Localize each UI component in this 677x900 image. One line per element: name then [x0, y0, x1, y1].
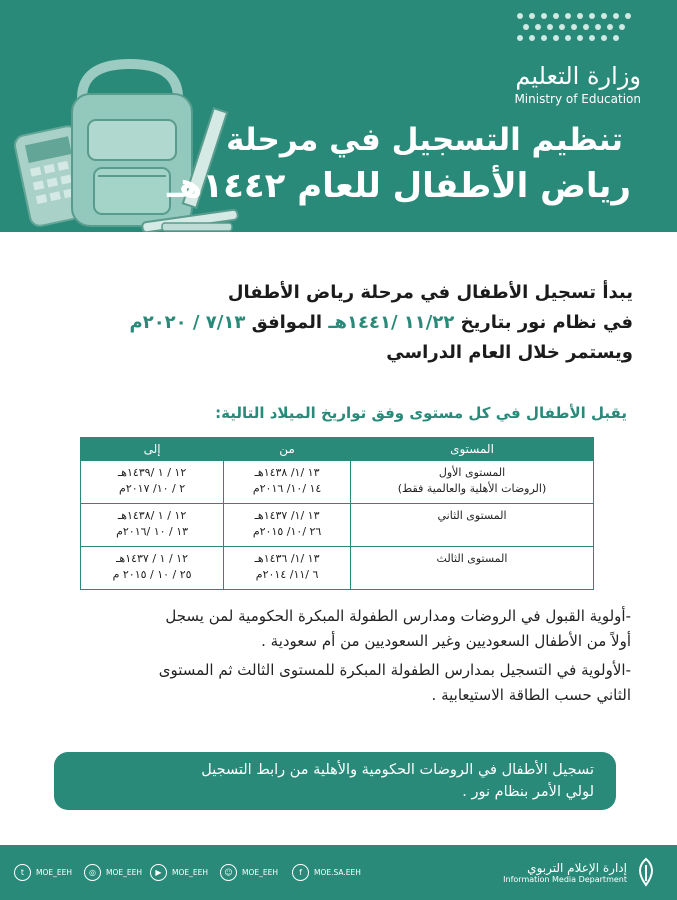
table-row: [81, 461, 594, 504]
from-cell: [224, 461, 351, 504]
department-logo-icon: [633, 857, 659, 887]
instagram-icon: ◎: [84, 864, 101, 881]
table-row: [81, 504, 594, 547]
department-name: [503, 861, 627, 884]
social-handle: MOE.SA.EEH: [314, 868, 361, 877]
footer-bar: [0, 845, 677, 900]
birthdate-table: [80, 437, 594, 590]
social-link-facebook[interactable]: [292, 864, 361, 881]
intro-line1: يبدأ تسجيل الأطفال في مرحلة رياض الأطفال: [227, 282, 633, 303]
registration-callout: [54, 752, 616, 810]
column-header-to: إلى: [81, 438, 224, 461]
callout-line2: لولي الأمر بنظام نور .: [462, 784, 594, 800]
note-2-line2: الثاني حسب الطاقة الاستيعابية .: [431, 686, 631, 704]
to-gregorian: ٢٥ / ١٠ / ٢٠١٥ م: [112, 568, 192, 581]
note-1-line2: أولاً من الأطفال السعوديين وغير السعوديين من أم سعودية .: [261, 632, 631, 650]
social-link-snapchat[interactable]: [220, 864, 278, 881]
callout-line1: تسجيل الأطفال في الروضات الحكومية والأهلية من رابط التسجيل: [201, 762, 594, 778]
from-cell: [224, 504, 351, 547]
intro-line2-prefix: في نظام نور بتاريخ: [460, 312, 633, 333]
start-date-gregorian: ٧/١٣ / ٢٠٢٠م: [129, 312, 246, 333]
department-brand: [503, 857, 659, 887]
page-title-line1: تنظيم التسجيل في مرحلة: [226, 122, 623, 158]
from-gregorian: ٦ /١١/ ٢٠١٤م: [255, 568, 319, 581]
level-name: المستوى الثاني: [437, 509, 507, 522]
header-banner: [0, 0, 677, 232]
twitter-icon: t: [14, 864, 31, 881]
page-title-line2: رياض الأطفال للعام ١٤٤٢هـ: [167, 166, 631, 206]
from-hijri: ١٣ /١/ ١٤٣٨هـ: [254, 466, 320, 479]
priority-notes: [41, 604, 631, 708]
level-cell: [351, 504, 594, 547]
facebook-icon: f: [292, 864, 309, 881]
to-hijri: ١٢ / ١ /١٤٣٩هـ: [117, 466, 187, 479]
social-link-youtube[interactable]: [150, 864, 208, 881]
snapchat-icon: ☺: [220, 864, 237, 881]
start-date-hijri: ١١/٢٢ /١٤٤١هـ: [328, 312, 455, 333]
intro-paragraph: [33, 278, 633, 368]
youtube-icon: ▶: [150, 864, 167, 881]
column-header-from: من: [224, 438, 351, 461]
social-link-twitter[interactable]: [14, 864, 72, 881]
to-cell: [81, 504, 224, 547]
ministry-name-english: Ministry of Education: [514, 92, 641, 106]
ministry-logo-dots: [510, 10, 640, 58]
from-hijri: ١٣ /١/ ١٤٣٧هـ: [254, 509, 320, 522]
from-hijri: ١٣ /١/ ١٤٣٦هـ: [254, 552, 320, 565]
note-2-line1: -الأولوية في التسجيل بمدارس الطفولة المبكرة للمستوى الثالث ثم المستوى: [158, 661, 631, 679]
to-gregorian: ٢ / ١٠/ ٢٠١٧م: [119, 482, 186, 495]
to-cell: [81, 461, 224, 504]
note-1-line1: -أولوية القبول في الروضات ومدارس الطفولة المبكرة الحكومية لمن يسجل: [165, 607, 631, 625]
from-cell: [224, 547, 351, 590]
social-handle: MOE_EEH: [36, 868, 72, 877]
level-cell: [351, 547, 594, 590]
intro-line3: ويستمر خلال العام الدراسي: [386, 342, 633, 363]
social-handle: MOE_EEH: [242, 868, 278, 877]
social-link-instagram[interactable]: [84, 864, 142, 881]
level-name: المستوى الأول: [438, 466, 506, 479]
department-name-english: Information Media Department: [503, 874, 627, 884]
from-gregorian: ١٤ /١٠/ ٢٠١٦م: [252, 482, 322, 495]
to-cell: [81, 547, 224, 590]
table-header-row: [81, 438, 594, 461]
table-heading: يقبل الأطفال في كل مستوى وفق تواريخ الميلاد التالية:: [215, 404, 627, 422]
intro-line2-mid: الموافق: [251, 312, 323, 333]
to-hijri: ١٢ / ١ / ١٤٣٧هـ: [116, 552, 188, 565]
intro-line2: [33, 308, 633, 338]
to-gregorian: ١٣ / ١٠ /٢٠١٦م: [116, 525, 189, 538]
social-handle: MOE_EEH: [172, 868, 208, 877]
social-handle: MOE_EEH: [106, 868, 142, 877]
from-gregorian: ٢٦ /١٠/ ٢٠١٥م: [252, 525, 322, 538]
table-row: [81, 547, 594, 590]
level-cell: [351, 461, 594, 504]
to-hijri: ١٢ / ١ /١٤٣٨هـ: [117, 509, 187, 522]
level-note: (الروضات الأهلية والعالمية فقط): [397, 482, 547, 495]
ministry-name-arabic: وزارة التعليم: [515, 62, 641, 90]
level-name: المستوى الثالث: [436, 552, 508, 565]
column-header-level: المستوى: [351, 438, 594, 461]
department-name-arabic: إدارة الإعلام التربوي: [527, 860, 627, 875]
